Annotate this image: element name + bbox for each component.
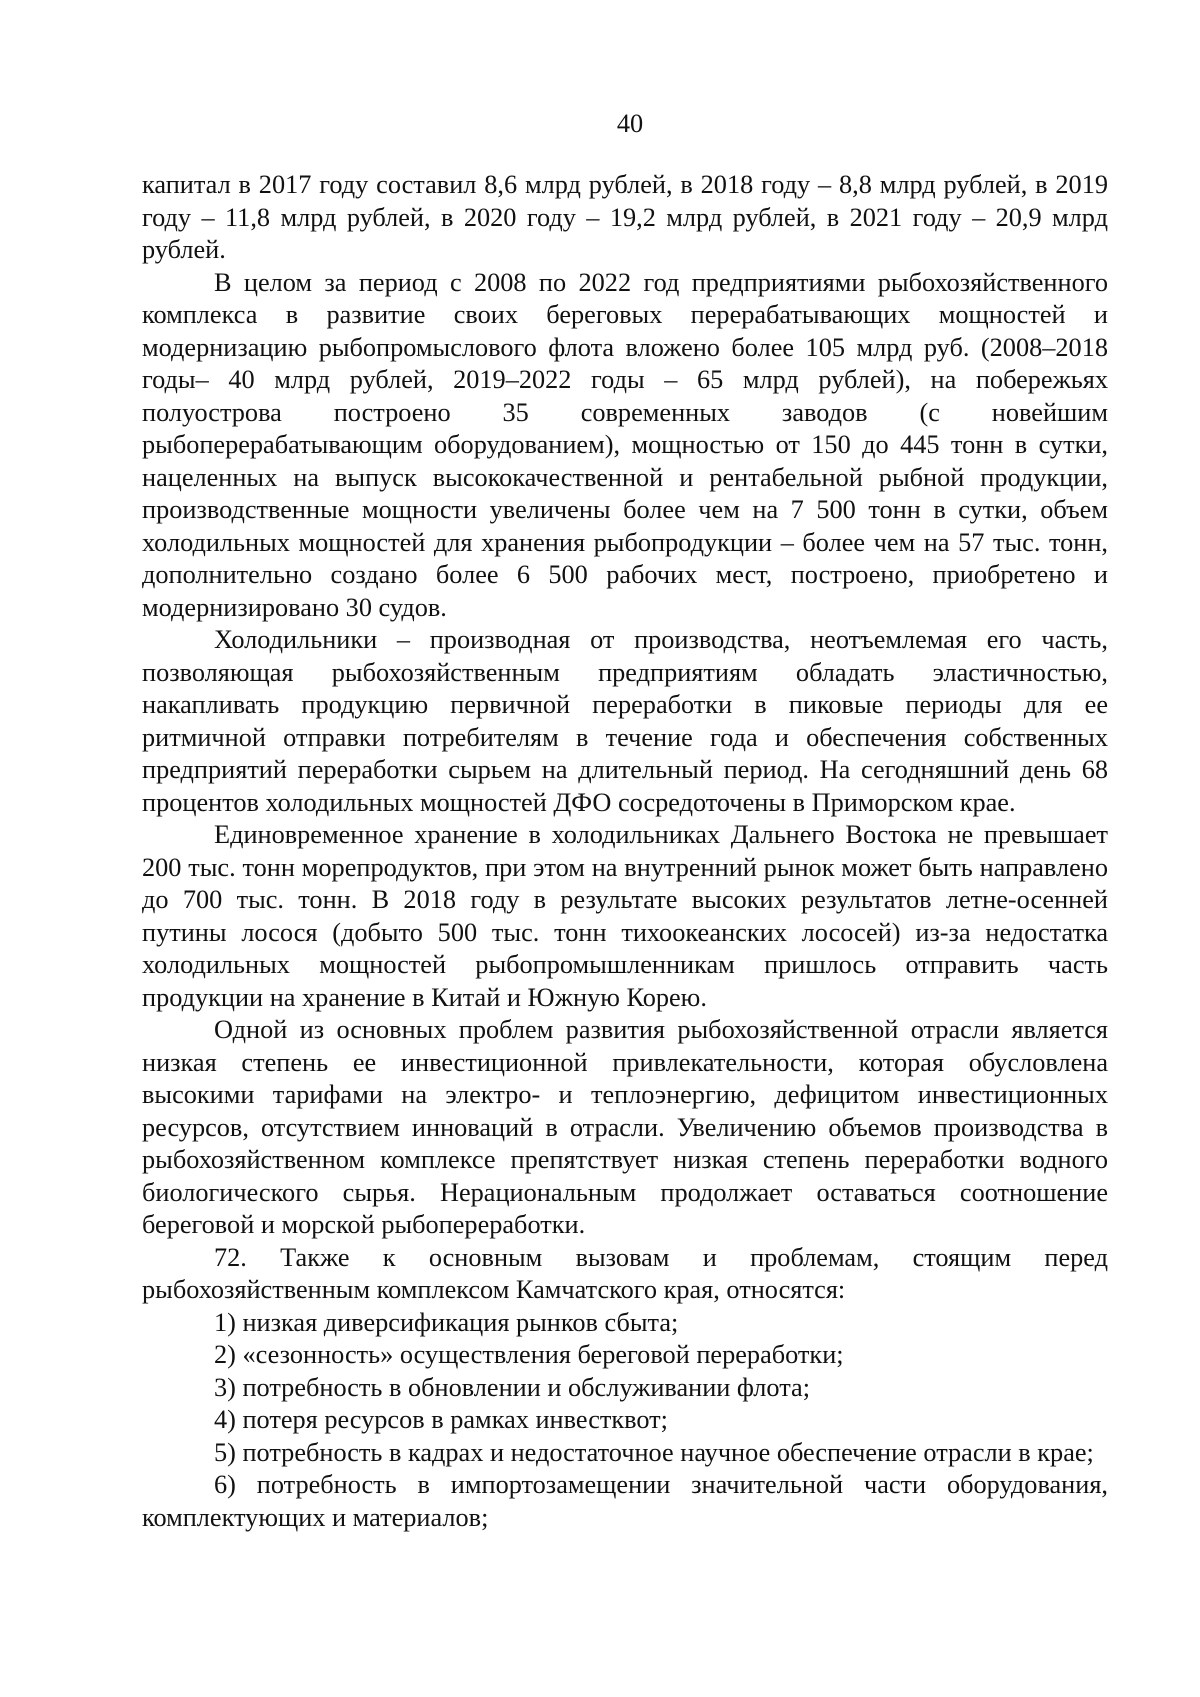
list-item: 3) потребность в обновлении и обслуживании флота; — [214, 1372, 811, 1402]
list-item: 1) низкая диверсификация рынков сбыта; — [214, 1307, 679, 1337]
document-body — [142, 169, 1108, 1534]
page-number: 40 — [616, 109, 644, 138]
paragraph-refrigerators: Холодильники – производная от производства, неотъемлемая его часть, позволяющая рыбохозяйственным предприятиям обладать эластичностью, накапливать продукцию первичной переработки в пиковые периоды для ее ритмичной отправки потребителям в течение года и обеспечения собственных предприятий переработки сырьем на длительный период. На сегодняшний день 68 процентов холодильных мощностей ДФО сосредоточены в Приморском крае. — [142, 625, 1108, 817]
paragraph-investments: В целом за период с 2008 по 2022 год предприятиями рыбохозяйственного комплекса в развитие своих береговых перерабатывающих мощностей и модернизацию рыбопромыслового флота вложено более 105 млрд руб. (2008–2018 годы– 40 млрд рублей, 2019–2022 годы – 65 млрд рублей), на побережьях полуострова построено 35 современных заводов (с новейшим рыбоперерабатывающим оборудованием), мощностью от 150 до 445 тонн в сутки, нацеленных на выпуск высококачественной и рентабельной рыбной продукции, производственные мощности увеличены более чем на 7 500 тонн в сутки, объем холодильных мощностей для хранения рыбопродукции – более чем на 57 тыс. тонн, дополнительно создано более 6 500 рабочих мест, построено, приобретено и модернизировано 30 судов. — [142, 267, 1108, 622]
list-item: 2) «сезонность» осуществления береговой переработки; — [214, 1340, 844, 1369]
paragraph-storage: Единовременное хранение в холодильниках Дальнего Востока не превышает 200 тыс. тонн морепродуктов, при этом на внутренний рынок может быть направлено до 700 тыс. тонн. В 2018 году в результате высоких результатов летне-осенней путины лосося (добыто 500 тыс. тонн тихоокеанских лососей) из-за недостатка холодильных мощностей рыбопромышленникам пришлось отправить часть продукции на хранение в Китай и Южную Корею. — [142, 820, 1108, 1012]
paragraph-capital: капитал в 2017 году составил 8,6 млрд рублей, в 2018 году – 8,8 млрд рублей, в 2019 году – 11,8 млрд рублей, в 2020 году – 19,2 млрд рублей, в 2021 году – 20,9 млрд рублей. — [142, 170, 1108, 264]
paragraph-problems: Одной из основных проблем развития рыбохозяйственной отрасли является низкая степень ее инвестиционной привлекательности, которая обусловлена высокими тарифами на электро- и теплоэнергию, дефицитом инвестиционных ресурсов, отсутствием инноваций в отрасли. Увеличению объемов производства в рыбохозяйственном комплексе препятствует низкая степень переработки водного биологического сырья. Нерациональным продолжает оставаться соотношение береговой и морской рыбопереработки. — [142, 1015, 1108, 1239]
list-item: 4) потеря ресурсов в рамках инвестквот; — [214, 1405, 668, 1434]
list-item: 5) потребность в кадрах и недостаточное научное обеспечение отрасли в крае; — [214, 1437, 1094, 1467]
list-item: 6) потребность в импортозамещении значительной части оборудования, комплектующих и материалов; — [142, 1470, 1108, 1532]
paragraph-challenges: 72. Также к основным вызовам и проблемам, стоящим перед рыбохозяйственным комплексом Камчатского края, относятся: — [142, 1242, 1108, 1304]
